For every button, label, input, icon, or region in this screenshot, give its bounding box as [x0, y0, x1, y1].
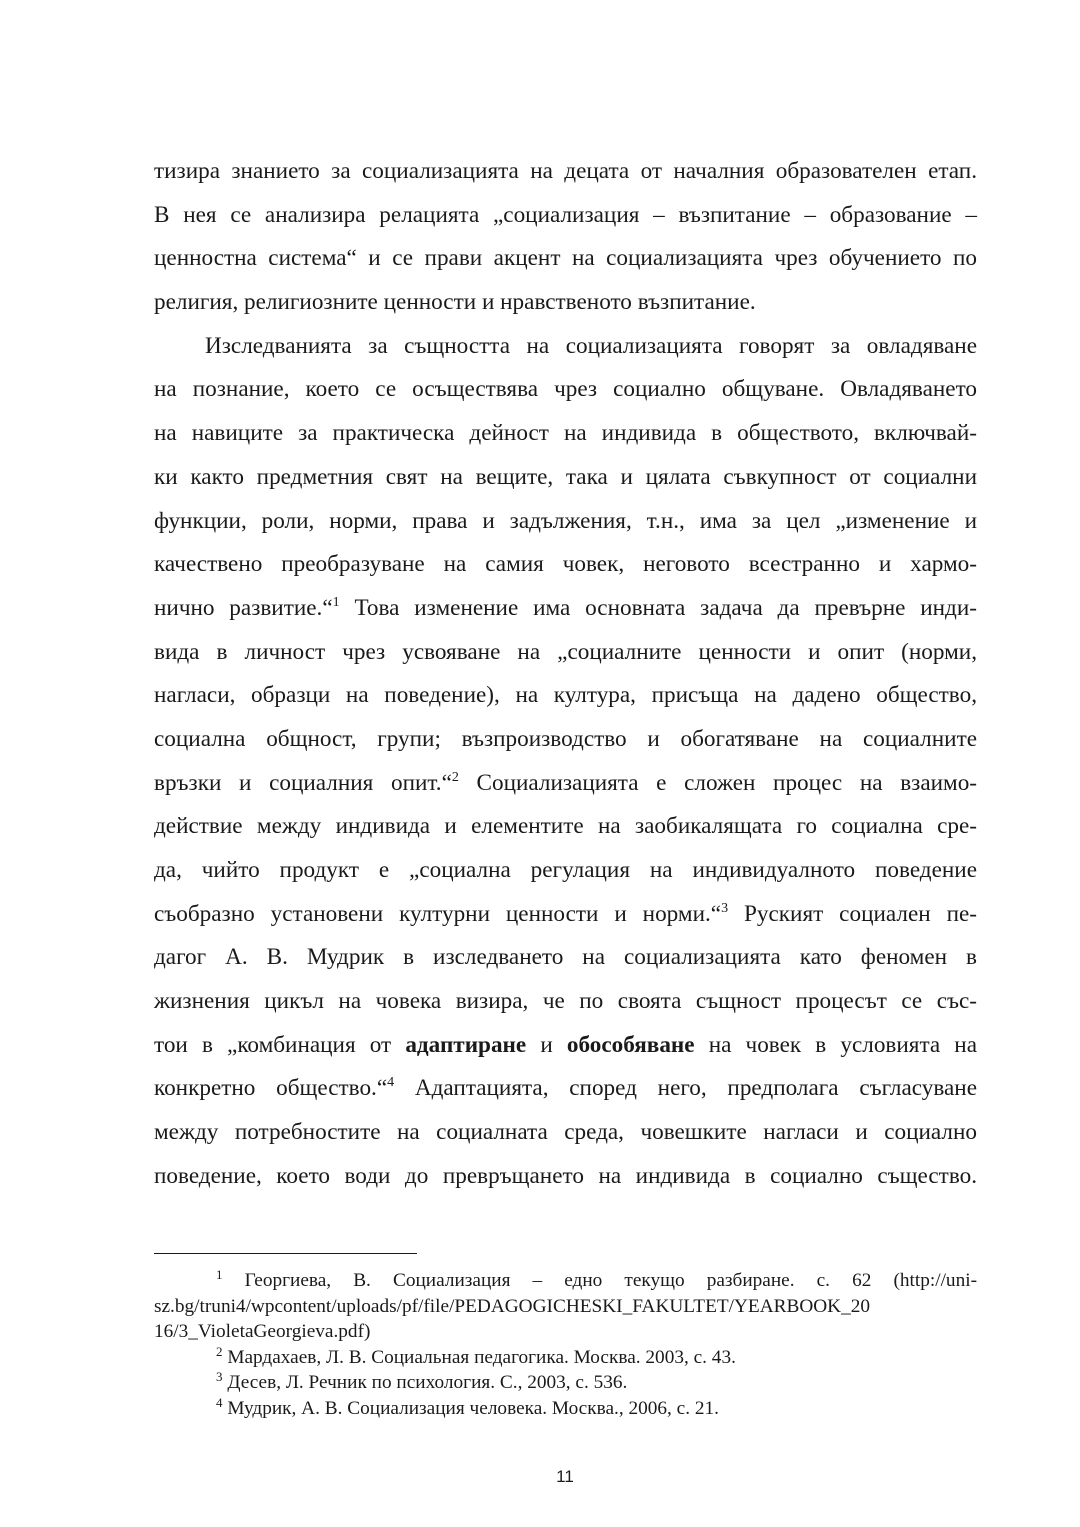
- paragraph-line: да, чийто продукт е „социална регулация на индивидуалното поведение: [154, 857, 977, 883]
- paragraph-line: [154, 587, 977, 631]
- paragraph-line: [154, 1067, 977, 1111]
- footnote-text: Георгиева, В. Социализация – едно текущо разбиране. с. 62 (http://uni-: [222, 1270, 977, 1291]
- footnote-2: [154, 1345, 977, 1371]
- paragraph-line: тизира знанието за социализацията на децата от началния образователен етап.: [154, 158, 977, 184]
- text-run: Руският социален пе-: [728, 900, 977, 927]
- paragraph-line: ки както предметния свят на вещите, така и цялата съвкупност от социални: [154, 463, 977, 490]
- text-run: на човек в условията на: [694, 1031, 977, 1058]
- paragraph-line: [154, 1024, 977, 1068]
- paragraph-line: вида в личност чрез усвояване на „социалните ценности и опит (норми,: [154, 638, 977, 665]
- bold-term-adaptation: адаптиране: [405, 1031, 527, 1058]
- text-run: връзки и социалния опит.“: [154, 769, 452, 796]
- footnote-1-url-line[interactable]: sz.bg/truni4/wpcontent/uploads/pf/file/PEDAGOGICHESKI_FAKULTET/YEARBOOK_20: [154, 1295, 871, 1317]
- paragraph-line: [154, 762, 977, 806]
- footnote-3: [154, 1370, 977, 1396]
- text-run: Социализацията е сложен процес на взаимо-: [458, 769, 978, 796]
- text-run: и: [526, 1031, 567, 1058]
- text-run: тои в „комбинация от: [154, 1031, 406, 1058]
- text-run: Това изменение има основната задача да превърне инди-: [339, 594, 977, 621]
- paragraph-line: социална общност, групи; възпроизводство и обогатяване на социалните: [154, 725, 977, 752]
- footnote-1-line: [154, 1268, 977, 1294]
- paragraph-line: нагласи, образци на поведение), на култура, присъща на дадено общество,: [154, 682, 977, 709]
- footnote-text: Десев, Л. Речник по психология. С., 2003, с. 536.: [222, 1372, 628, 1393]
- footnote-ref-1[interactable]: 1: [332, 594, 340, 610]
- paragraph-line: Изследванията за същността на социализацията говорят за овладяване: [205, 332, 977, 359]
- paragraph-line: ценностна система“ и се прави акцент на социализацията чрез обучението по: [154, 245, 977, 272]
- paragraph-line: [154, 893, 977, 937]
- footnote-number: 3: [216, 1369, 223, 1384]
- bold-term-isolation: обособяване: [566, 1031, 695, 1058]
- page-number: 11: [556, 1467, 574, 1486]
- footnote-number: 2: [216, 1343, 223, 1359]
- paragraph-line: В нея се анализира релацията „социализация – възпитание – образование –: [154, 201, 977, 228]
- paragraph-line: поведение, което води до превръщането на индивида в социално същество.: [154, 1162, 977, 1189]
- text-run: конкретно общество.“: [154, 1075, 388, 1102]
- footnote-number: 1: [216, 1267, 223, 1282]
- paragraph-line: функции, роли, норми, права и задължения, т.н., има за цел „изменение и: [154, 507, 977, 534]
- paragraph-line: действие между индивида и елементите на заобикалящата го социална сре-: [154, 813, 977, 840]
- footnote-separator: [154, 1253, 417, 1254]
- paragraph-line: качествено преобразуване на самия човек, неговото всестранно и хармо-: [154, 551, 977, 578]
- footnote-text: Мудрик, А. В. Социализация человека. Москва., 2006, с. 21.: [222, 1397, 719, 1419]
- footnote-ref-4[interactable]: 4: [387, 1075, 395, 1091]
- text-run: съобразно установени културни ценности и норми.“: [154, 900, 722, 927]
- footnote-1-url-end[interactable]: 16/3_VioletaGeorgieva.pdf): [154, 1321, 371, 1342]
- paragraph-line: на навиците за практическа дейност на индивида в обществото, включвай-: [154, 420, 977, 447]
- footnote-ref-2[interactable]: 2: [451, 769, 459, 785]
- footnote-number: 4: [216, 1394, 223, 1410]
- footnote-4: [154, 1396, 977, 1422]
- footnotes: [154, 1268, 977, 1421]
- body-text: [154, 150, 977, 1199]
- paragraph-line: жизнения цикъл на човека визира, че по своята същност процесът се със-: [154, 988, 977, 1015]
- paragraph-line: дагог А. В. Мудрик в изследването на социализацията като феномен в: [154, 944, 977, 971]
- paragraph-line: между потребностите на социалната среда, човешките нагласи и социално: [154, 1119, 977, 1146]
- paragraph-line: на познание, което се осъществява чрез социално общуване. Овладяването: [154, 376, 977, 403]
- footnote-text: Мардахаев, Л. В. Социальная педагогика. Москва. 2003, с. 43.: [222, 1346, 736, 1368]
- footnote-ref-3[interactable]: 3: [721, 900, 729, 916]
- text-run: Адаптацията, според него, предполага съгласуване: [394, 1075, 978, 1102]
- paragraph-line: религия, религиозните ценности и нравственото възпитание.: [154, 289, 756, 316]
- text-run: нично развитие.“: [154, 594, 333, 621]
